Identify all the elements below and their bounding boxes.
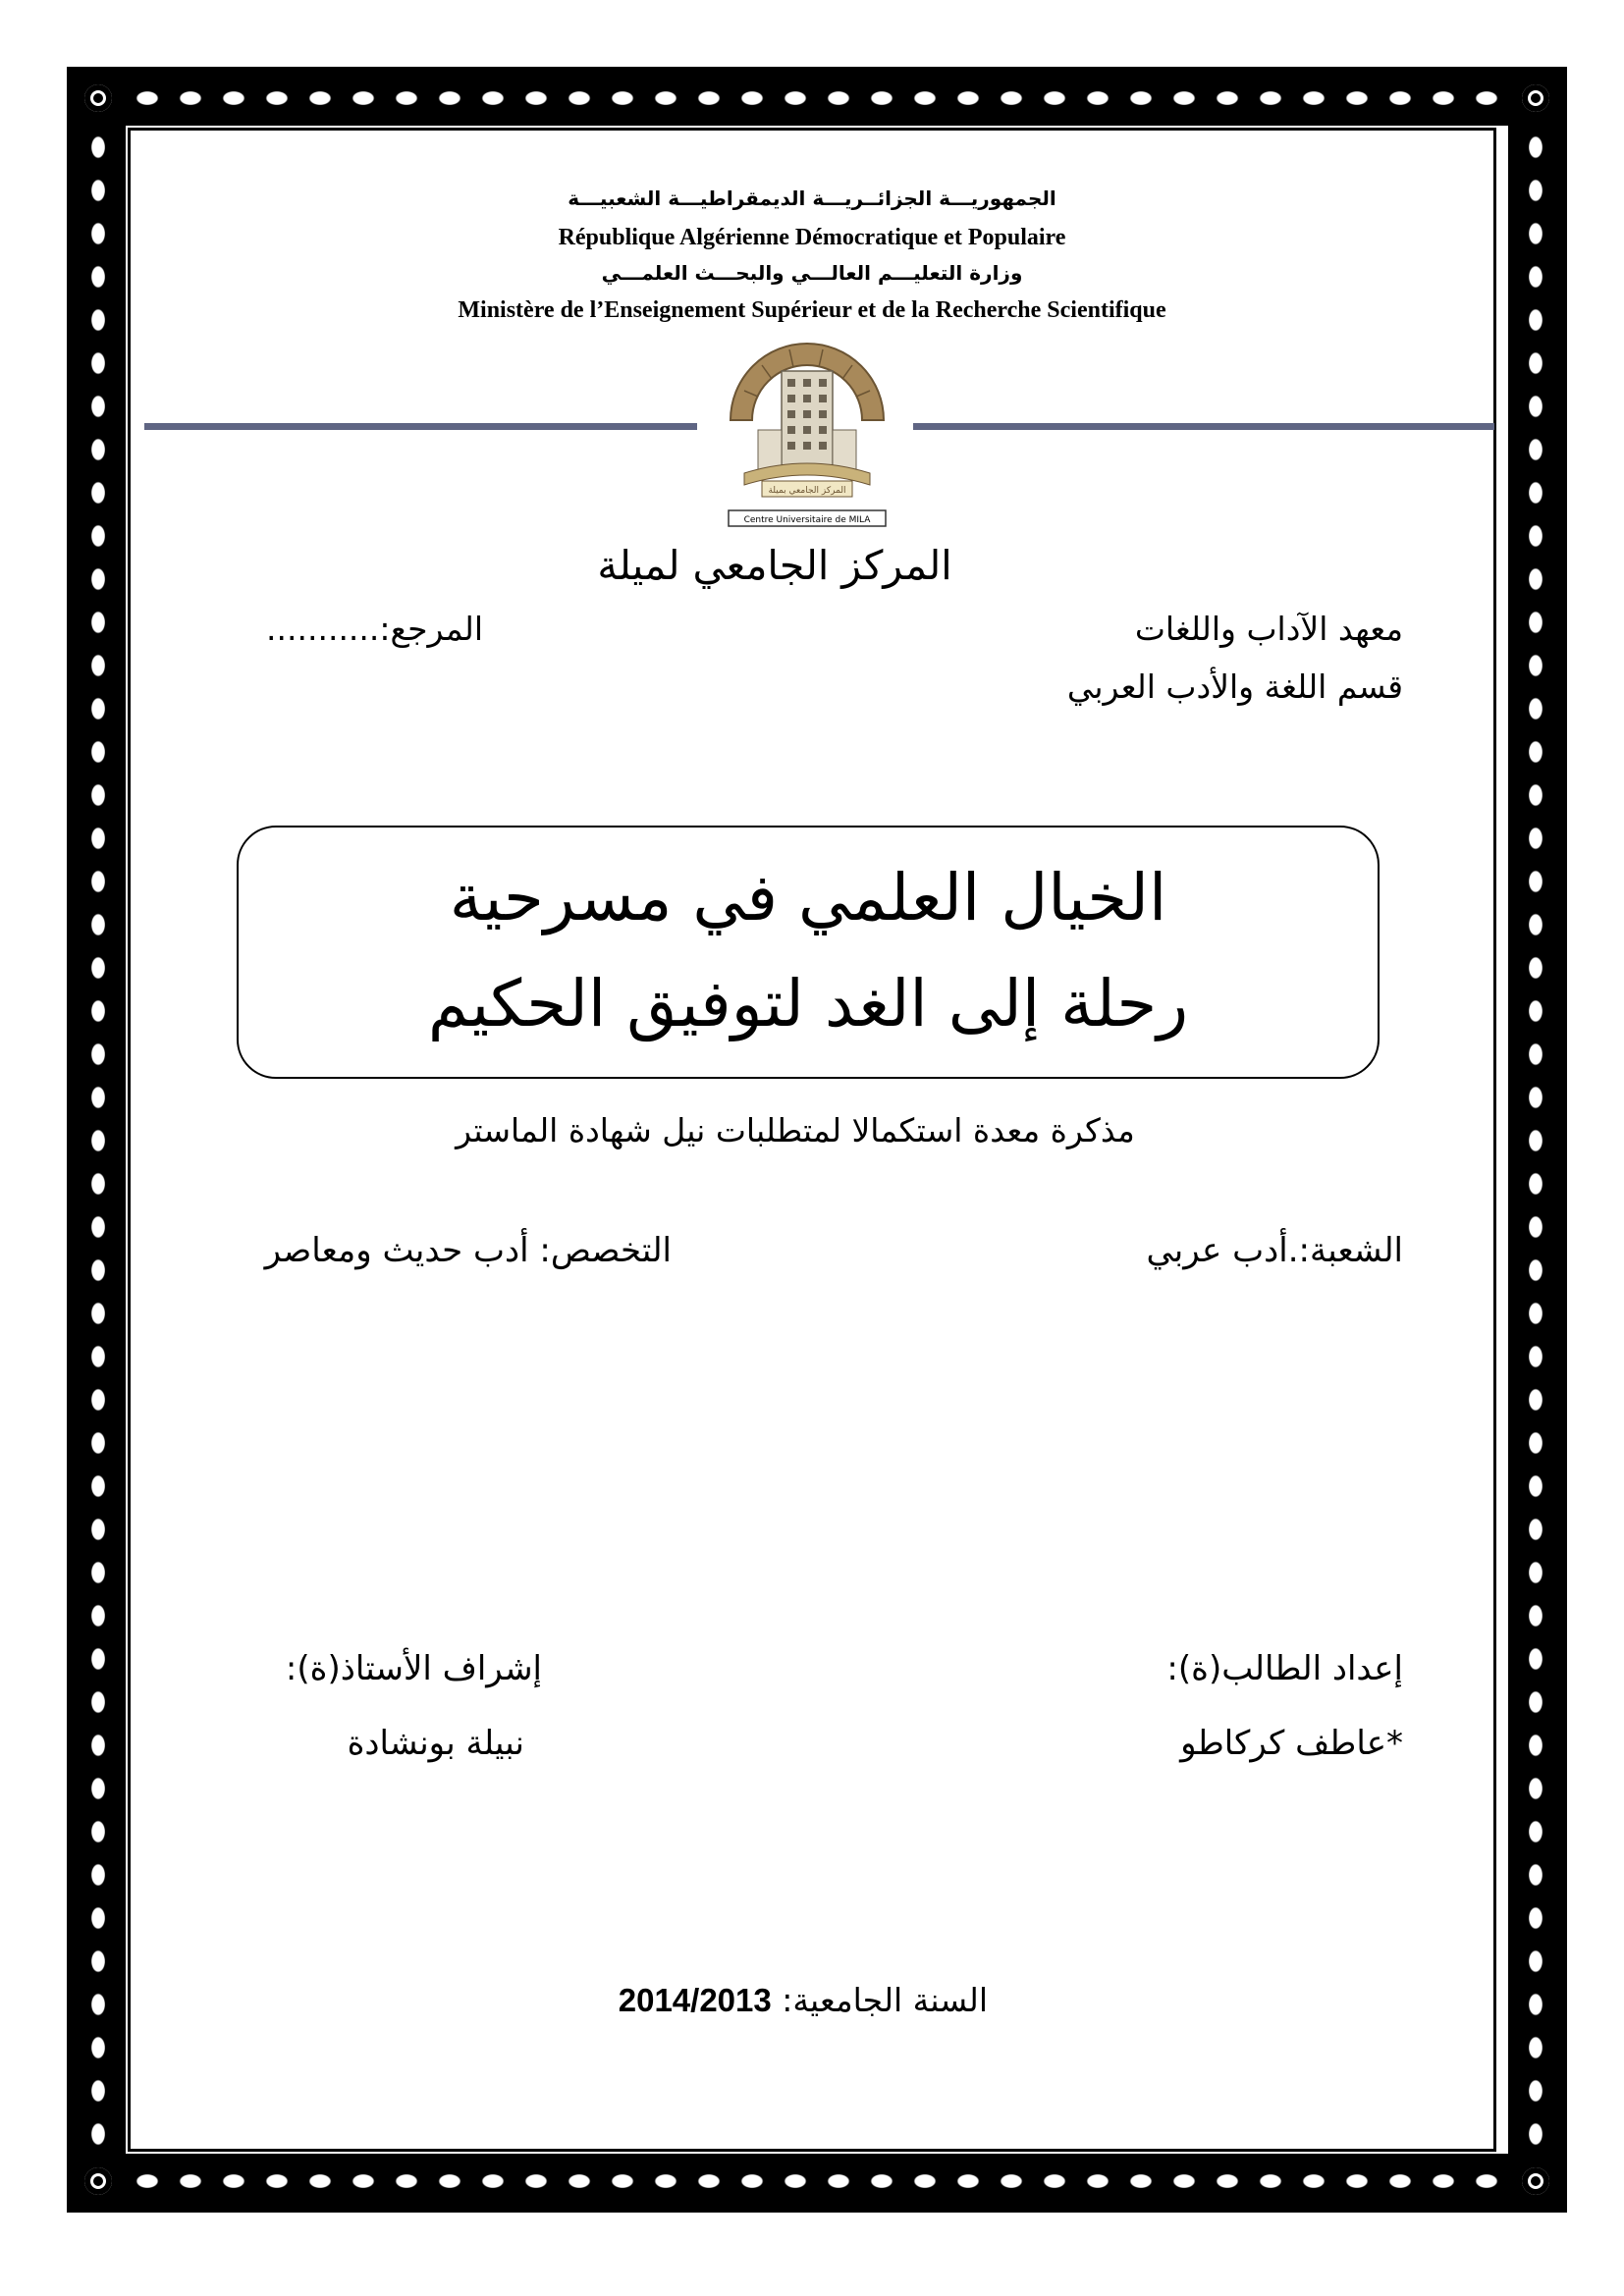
corner-ornament-icon: [71, 71, 126, 126]
center-name: المركز الجامعي لميلة: [597, 542, 952, 589]
border-top-band: [126, 71, 1508, 126]
academic-year-label: السنة الجامعية:: [782, 1981, 988, 2019]
ministry-name-fr: Ministère de l’Enseignement Supérieur et de la Recherche Scientifique: [458, 297, 1166, 323]
border-right-band: [1508, 126, 1563, 2154]
thesis-title-line-2: رحلة إلى الغد لتوفيق الحكيم: [427, 966, 1189, 1041]
republic-name-ar: الجمهوريـــة الجزائــريـــة الديمقراطيـــة الشعبيـــة: [568, 187, 1056, 210]
republic-name-fr: République Algérienne Démocratique et Populaire: [558, 225, 1066, 250]
university-logo: [725, 336, 890, 528]
corner-ornament-icon: [71, 2154, 126, 2209]
header-rule-right: [913, 423, 1494, 430]
student-label: إعداد الطالب(ة):: [1166, 1649, 1403, 1688]
border-left-band: [71, 126, 126, 2154]
academic-year: [566, 1981, 988, 2019]
thesis-subtitle: مذكرة معدة استكمالا لمتطلبات نيل شهادة الماستر: [456, 1111, 1135, 1149]
student-name: *عاطف كركاطو: [1180, 1724, 1403, 1763]
thesis-title-line-1: الخيال العلمي في مسرحية: [449, 860, 1167, 935]
branch-field: الشعبة:.أدب عربي: [1146, 1231, 1403, 1270]
logo-caption: Centre Universitaire de MILA: [743, 515, 871, 525]
logo-banner-text: المركز الجامعي بميلة: [768, 486, 846, 496]
academic-year-value: 2014/2013: [618, 1982, 772, 2018]
ministry-name-ar: وزارة التعليـــم العالـــي والبحـــث العلمـــي: [601, 261, 1023, 285]
supervisor-label: إشراف الأستاذ(ة):: [285, 1649, 542, 1688]
institute-name: معهد الآداب واللغات: [1134, 610, 1403, 648]
border-bottom-band: [126, 2154, 1508, 2209]
thesis-title-box: [237, 826, 1380, 1079]
specialty-field: التخصص: أدب حديث ومعاصر: [264, 1231, 672, 1270]
header-rule-left: [144, 423, 697, 430]
reference-number: المرجع:...........: [266, 610, 483, 648]
supervisor-name: نبيلة بونشادة: [347, 1724, 524, 1763]
corner-ornament-icon: [1508, 71, 1563, 126]
corner-ornament-icon: [1508, 2154, 1563, 2209]
department-name: قسم اللغة والأدب العربي: [1066, 667, 1403, 706]
